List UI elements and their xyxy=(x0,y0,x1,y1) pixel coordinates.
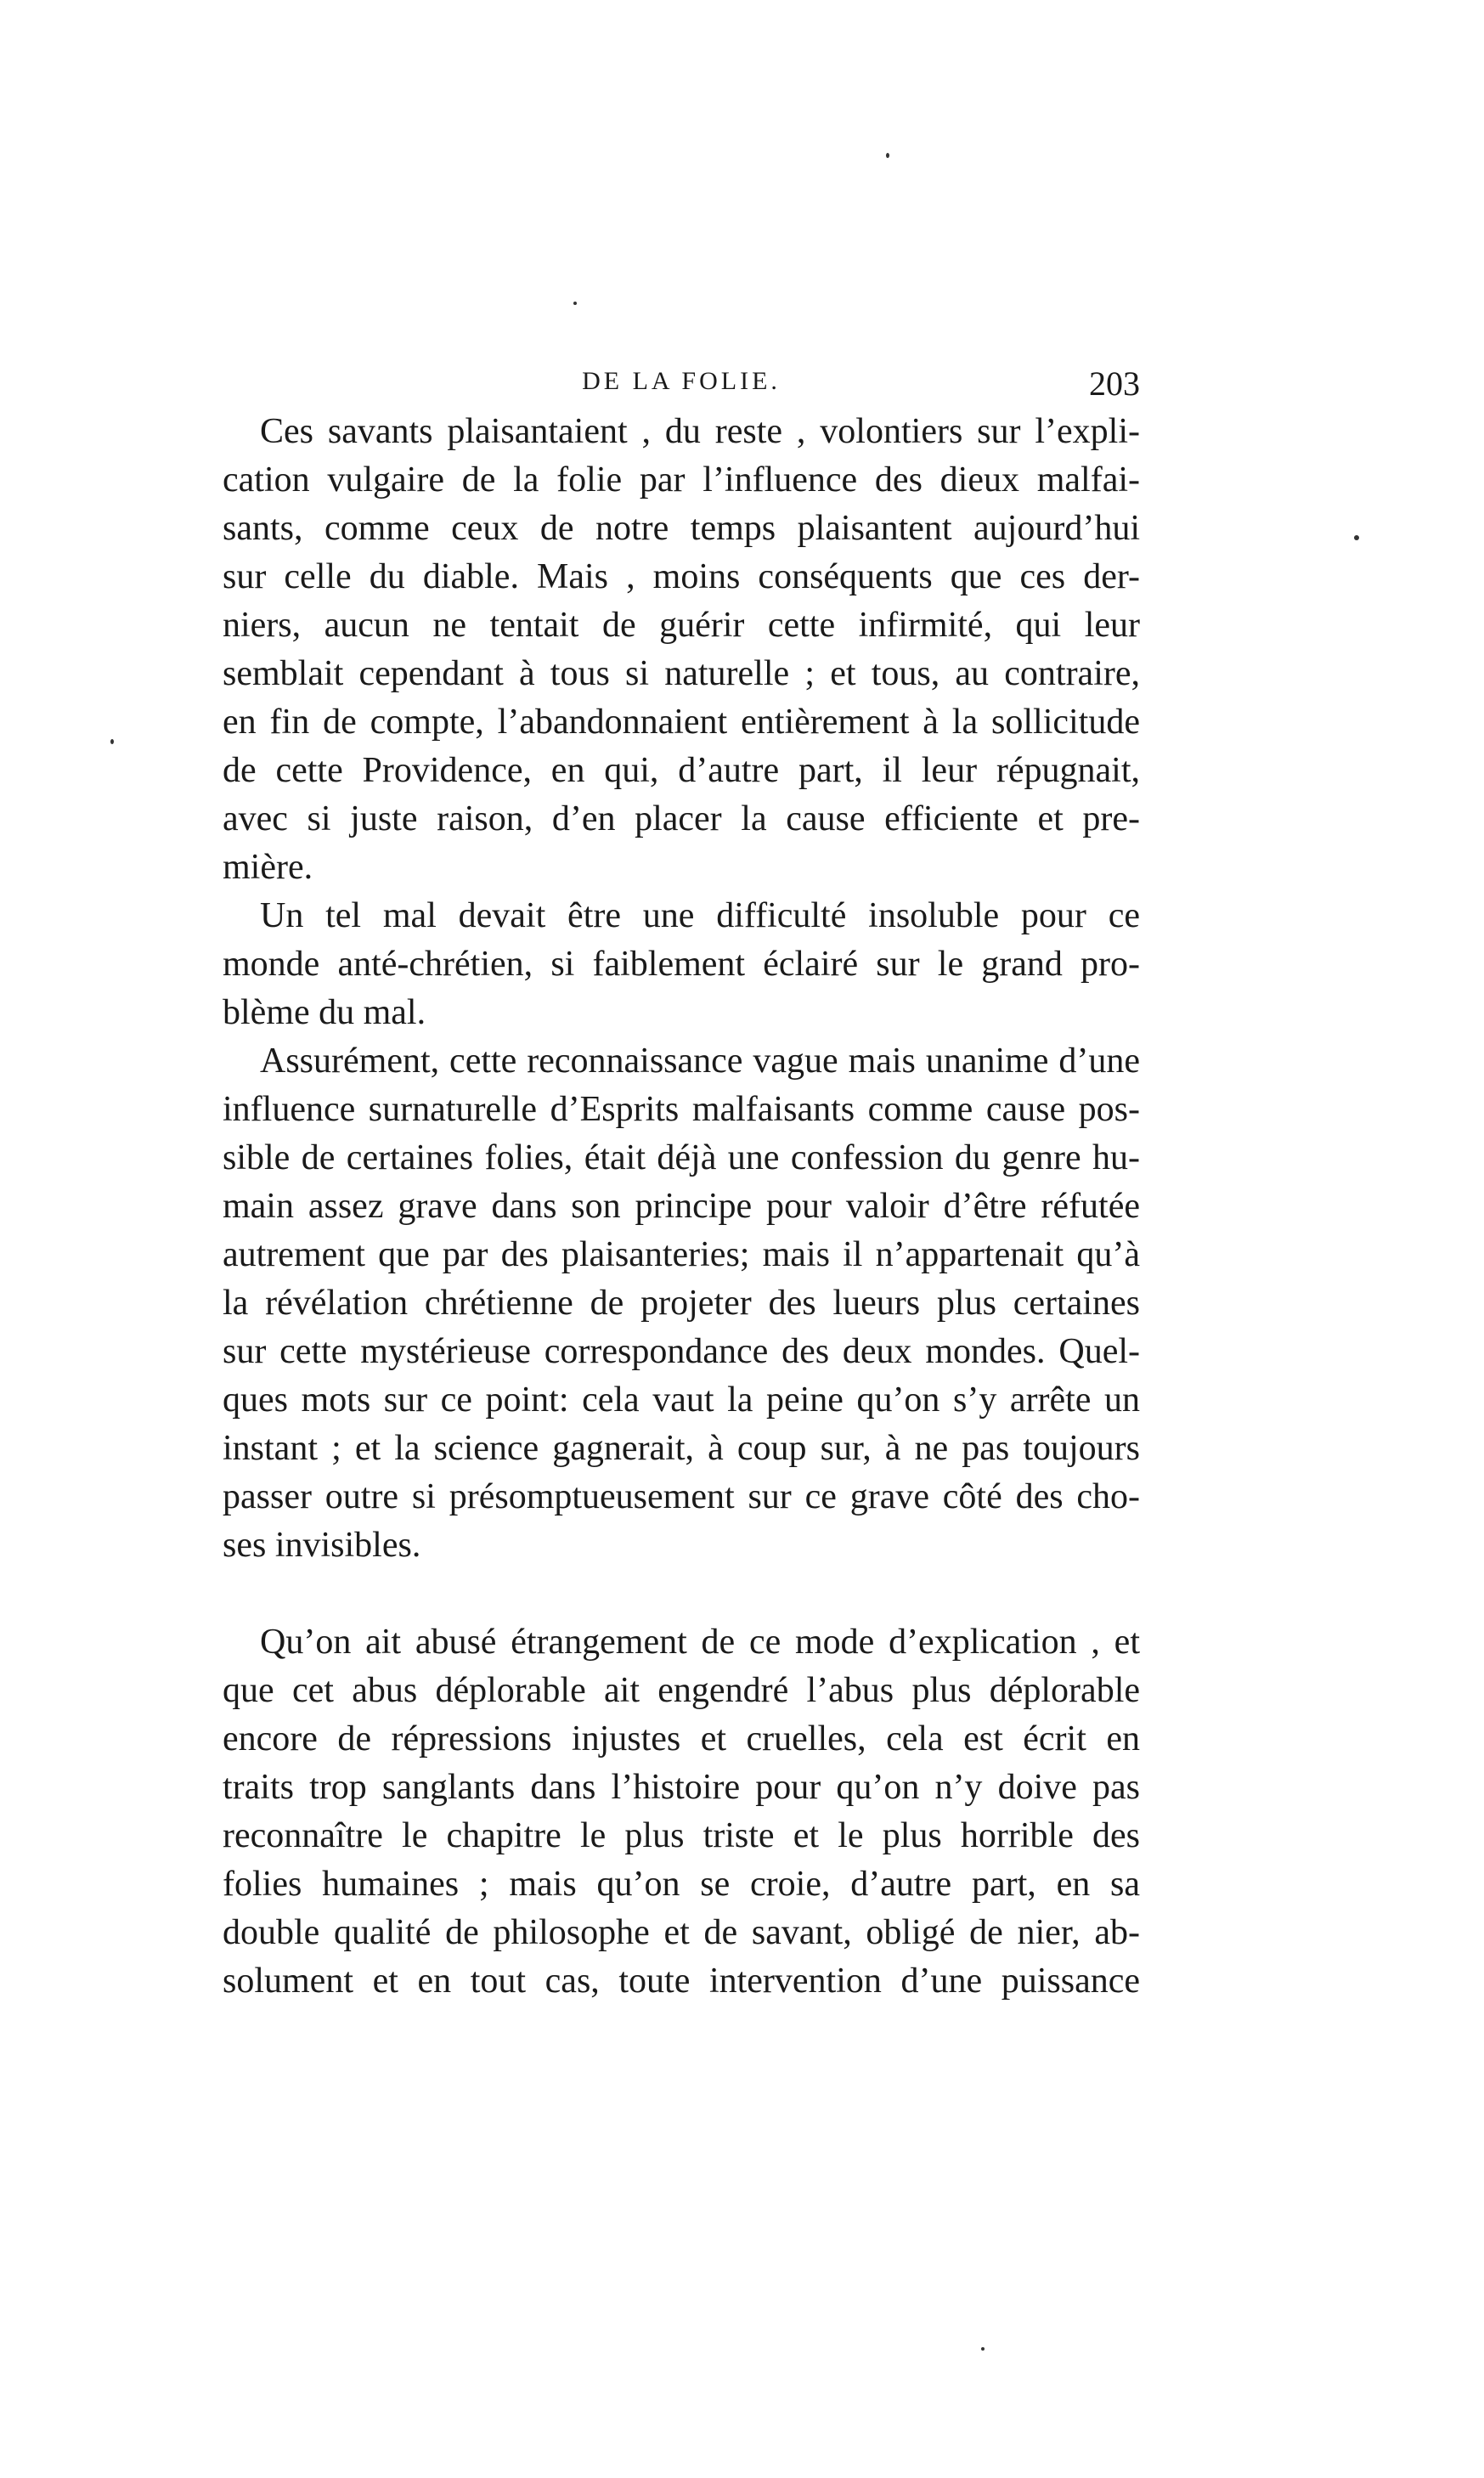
text-line: sible de certaines folies, était déjà une confession du genre hu- xyxy=(223,1138,1140,1177)
text-line: ques mots sur ce point: cela vaut la peine qu’on s’y arrête un xyxy=(223,1380,1140,1420)
text-line: ses invisibles. xyxy=(223,1526,421,1565)
paragraph-4 xyxy=(223,1618,1140,2006)
text-line: avec si juste raison, d’en placer la cause efficiente et pre- xyxy=(223,799,1140,838)
text-line: en fin de compte, l’abandonnaient entièrement à la sollicitude xyxy=(223,703,1140,742)
text-line: mière. xyxy=(223,848,313,887)
print-speck xyxy=(1354,535,1359,540)
print-speck xyxy=(110,739,114,744)
text-line: Qu’on ait abusé étrangement de ce mode d’explication , et xyxy=(260,1623,1140,1662)
text-line: sur cette mystérieuse correspondance des deux mondes. Quel- xyxy=(223,1332,1140,1371)
text-line: traits trop sanglants dans l’histoire pour qu’on n’y doive pas xyxy=(223,1768,1140,1807)
text-line: Ces savants plaisantaient , du reste , volontiers sur l’expli- xyxy=(260,412,1140,451)
text-line: double qualité de philosophe et de savant, obligé de nier, ab- xyxy=(223,1913,1140,1952)
running-head xyxy=(223,364,1140,406)
text-line: niers, aucun ne tentait de guérir cette infirmité, qui leur xyxy=(223,606,1140,645)
text-line: que cet abus déplorable ait engendré l’abus plus déplorable xyxy=(223,1671,1140,1710)
text-line: semblait cependant à tous si naturelle ; et tous, au contraire, xyxy=(223,654,1140,693)
text-line: encore de répressions injustes et cruelles, cela est écrit en xyxy=(223,1719,1140,1758)
text-line: instant ; et la science gagnerait, à coup sur, à ne pas toujours xyxy=(223,1429,1140,1468)
text-line: de cette Providence, en qui, d’autre part, il leur répugnait, xyxy=(223,751,1140,790)
section-gap xyxy=(223,1570,1140,1618)
text-line: influence surnaturelle d’Esprits malfaisants comme cause pos- xyxy=(223,1090,1140,1129)
body-text xyxy=(223,408,1140,2006)
page-number: 203 xyxy=(1089,364,1140,403)
paragraph-2 xyxy=(223,892,1140,1037)
print-speck xyxy=(573,302,577,305)
paragraph-3 xyxy=(223,1037,1140,1570)
text-line: solument et en tout cas, toute intervention d’une puissance xyxy=(223,1962,1140,2001)
text-line: main assez grave dans son principe pour valoir d’être réfutée xyxy=(223,1187,1140,1226)
text-line: la révélation chrétienne de projeter des lueurs plus certaines xyxy=(223,1284,1140,1323)
paragraph-1 xyxy=(223,408,1140,892)
text-line: Assurément, cette reconnaissance vague mais unanime d’une xyxy=(260,1041,1140,1081)
text-line: passer outre si présomptueusement sur ce grave côté des cho- xyxy=(223,1477,1140,1516)
text-line: reconnaître le chapitre le plus triste et le plus horrible des xyxy=(223,1816,1140,1855)
text-line: Un tel mal devait être une difficulté insoluble pour ce xyxy=(260,896,1140,935)
text-line: sants, comme ceux de notre temps plaisantent aujourd’hui xyxy=(223,509,1140,548)
text-line: cation vulgaire de la folie par l’influence des dieux malfai- xyxy=(223,460,1140,500)
text-line: autrement que par des plaisanteries; mais il n’appartenait qu’à xyxy=(223,1235,1140,1274)
text-line: blème du mal. xyxy=(223,993,426,1032)
text-line: folies humaines ; mais qu’on se croie, d’autre part, en sa xyxy=(223,1865,1140,1904)
text-line: sur celle du diable. Mais , moins conséquents que ces der- xyxy=(223,557,1140,596)
print-speck xyxy=(981,2347,985,2351)
print-speck xyxy=(886,153,889,158)
text-line: monde anté-chrétien, si faiblement éclairé sur le grand pro- xyxy=(223,945,1140,984)
running-title: DE LA FOLIE. xyxy=(582,367,781,395)
